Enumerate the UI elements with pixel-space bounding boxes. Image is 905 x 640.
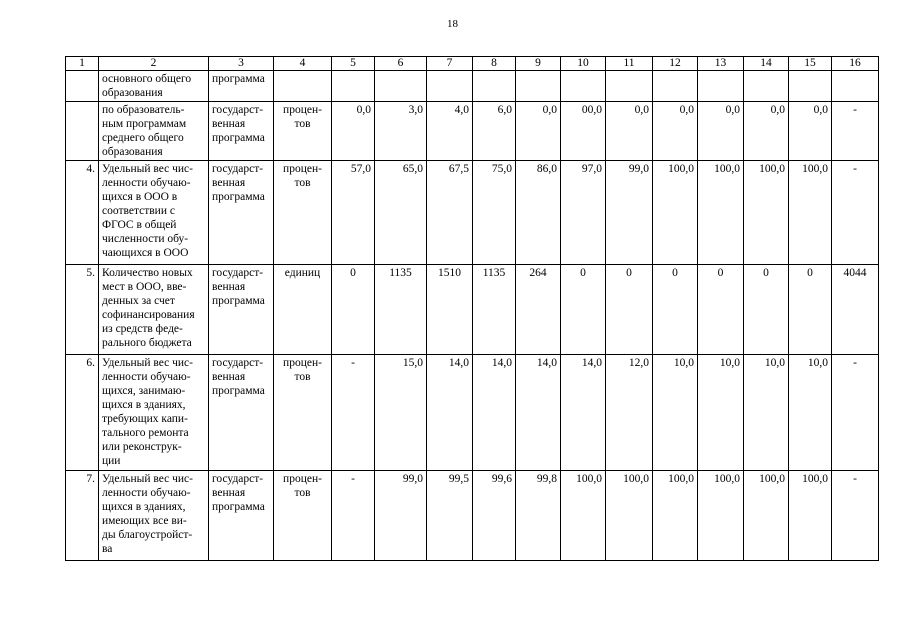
column-number: 5 (332, 57, 375, 71)
year-value: 1510 (427, 265, 473, 355)
year-value: 10,0 (653, 355, 698, 471)
source-document: государст- венная программа (209, 265, 274, 355)
column-number: 1 (66, 57, 99, 71)
year-value: - (332, 471, 375, 561)
year-value: 99,6 (473, 471, 516, 561)
year-value: 14,0 (427, 355, 473, 471)
year-value: 65,0 (375, 161, 427, 265)
row-index (66, 102, 99, 161)
year-value: 1135 (473, 265, 516, 355)
unit-of-measure: процен- тов (274, 471, 332, 561)
column-number: 3 (209, 57, 274, 71)
column-number: 12 (653, 57, 698, 71)
year-value (653, 71, 698, 102)
year-value: 4,0 (427, 102, 473, 161)
year-value (516, 71, 561, 102)
year-value: 15,0 (375, 355, 427, 471)
column-number: 14 (744, 57, 789, 71)
year-value: 1135 (375, 265, 427, 355)
year-value (744, 71, 789, 102)
year-value: 6,0 (473, 102, 516, 161)
source-document: государст- венная программа (209, 471, 274, 561)
source-document: программа (209, 71, 274, 102)
table-row (66, 71, 879, 102)
year-value: 100,0 (653, 161, 698, 265)
year-value: 0 (332, 265, 375, 355)
column-number: 15 (789, 57, 832, 71)
year-value: 00,0 (561, 102, 606, 161)
year-value: 100,0 (653, 471, 698, 561)
year-value: 0,0 (516, 102, 561, 161)
year-value: 14,0 (561, 355, 606, 471)
column-number: 4 (274, 57, 332, 71)
year-value: 86,0 (516, 161, 561, 265)
year-value: 100,0 (698, 471, 744, 561)
source-document: государст- венная программа (209, 161, 274, 265)
year-value (332, 71, 375, 102)
year-value: 100,0 (744, 161, 789, 265)
column-number: 10 (561, 57, 606, 71)
indicator-table (65, 56, 879, 561)
column-number: 13 (698, 57, 744, 71)
total-value: - (832, 161, 879, 265)
year-value: 100,0 (789, 471, 832, 561)
year-value (375, 71, 427, 102)
total-value: 4044 (832, 265, 879, 355)
total-value (832, 71, 879, 102)
year-value: 100,0 (698, 161, 744, 265)
year-value: 97,0 (561, 161, 606, 265)
year-value (698, 71, 744, 102)
unit-of-measure: процен- тов (274, 102, 332, 161)
column-number: 11 (606, 57, 653, 71)
year-value: 67,5 (427, 161, 473, 265)
year-value: 10,0 (789, 355, 832, 471)
total-value: - (832, 102, 879, 161)
indicator-name: Количество новых мест в ООО, вве- денных за счет софинансирования из средств феде- рального бюджета (99, 265, 209, 355)
year-value: 0 (653, 265, 698, 355)
year-value: 100,0 (606, 471, 653, 561)
column-number-row (66, 57, 879, 71)
column-number: 8 (473, 57, 516, 71)
year-value (606, 71, 653, 102)
unit-of-measure: единиц (274, 265, 332, 355)
year-value: 3,0 (375, 102, 427, 161)
indicator-name: Удельный вес чис- ленности обучаю- щихся в ООО в соответствии с ФГОС в общей численности обу- чающихся в ООО (99, 161, 209, 265)
year-value: 0,0 (332, 102, 375, 161)
year-value: 99,5 (427, 471, 473, 561)
year-value: 99,0 (606, 161, 653, 265)
row-index (66, 71, 99, 102)
year-value (561, 71, 606, 102)
total-value: - (832, 471, 879, 561)
year-value: 0 (606, 265, 653, 355)
year-value: 264 (516, 265, 561, 355)
year-value (427, 71, 473, 102)
total-value: - (832, 355, 879, 471)
year-value: 100,0 (789, 161, 832, 265)
indicator-name: по образователь- ным программам среднего общего образования (99, 102, 209, 161)
row-index: 4. (66, 161, 99, 265)
page-number: 18 (447, 18, 458, 30)
source-document: государст- венная программа (209, 102, 274, 161)
year-value: 0,0 (653, 102, 698, 161)
column-number: 2 (99, 57, 209, 71)
year-value: 0,0 (606, 102, 653, 161)
year-value: 0,0 (744, 102, 789, 161)
year-value: 0,0 (698, 102, 744, 161)
year-value: 75,0 (473, 161, 516, 265)
unit-of-measure: процен- тов (274, 161, 332, 265)
year-value: 0,0 (789, 102, 832, 161)
year-value: 12,0 (606, 355, 653, 471)
table-row (66, 102, 879, 161)
table-row (66, 265, 879, 355)
row-index: 5. (66, 265, 99, 355)
year-value: 57,0 (332, 161, 375, 265)
year-value: 0 (789, 265, 832, 355)
table-row (66, 355, 879, 471)
year-value: 14,0 (516, 355, 561, 471)
year-value: 10,0 (744, 355, 789, 471)
year-value: 0 (561, 265, 606, 355)
year-value: 0 (698, 265, 744, 355)
year-value: - (332, 355, 375, 471)
unit-of-measure: процен- тов (274, 355, 332, 471)
year-value: 99,0 (375, 471, 427, 561)
column-number: 16 (832, 57, 879, 71)
year-value: 0 (744, 265, 789, 355)
column-number: 6 (375, 57, 427, 71)
year-value (473, 71, 516, 102)
row-index: 7. (66, 471, 99, 561)
column-number: 9 (516, 57, 561, 71)
row-index: 6. (66, 355, 99, 471)
year-value (789, 71, 832, 102)
year-value: 14,0 (473, 355, 516, 471)
table-row (66, 471, 879, 561)
source-document: государст- венная программа (209, 355, 274, 471)
indicator-name: основного общего образования (99, 71, 209, 102)
year-value: 100,0 (744, 471, 789, 561)
year-value: 10,0 (698, 355, 744, 471)
year-value: 99,8 (516, 471, 561, 561)
year-value: 100,0 (561, 471, 606, 561)
column-number: 7 (427, 57, 473, 71)
indicator-name: Удельный вес чис- ленности обучаю- щихся в зданиях, имеющих все ви- ды благоустройст- ва (99, 471, 209, 561)
indicator-name: Удельный вес чис- ленности обучаю- щихся, занимаю- щихся в зданиях, требующих капи- тального ремонта или реконструк- ции (99, 355, 209, 471)
unit-of-measure (274, 71, 332, 102)
table-row (66, 161, 879, 265)
